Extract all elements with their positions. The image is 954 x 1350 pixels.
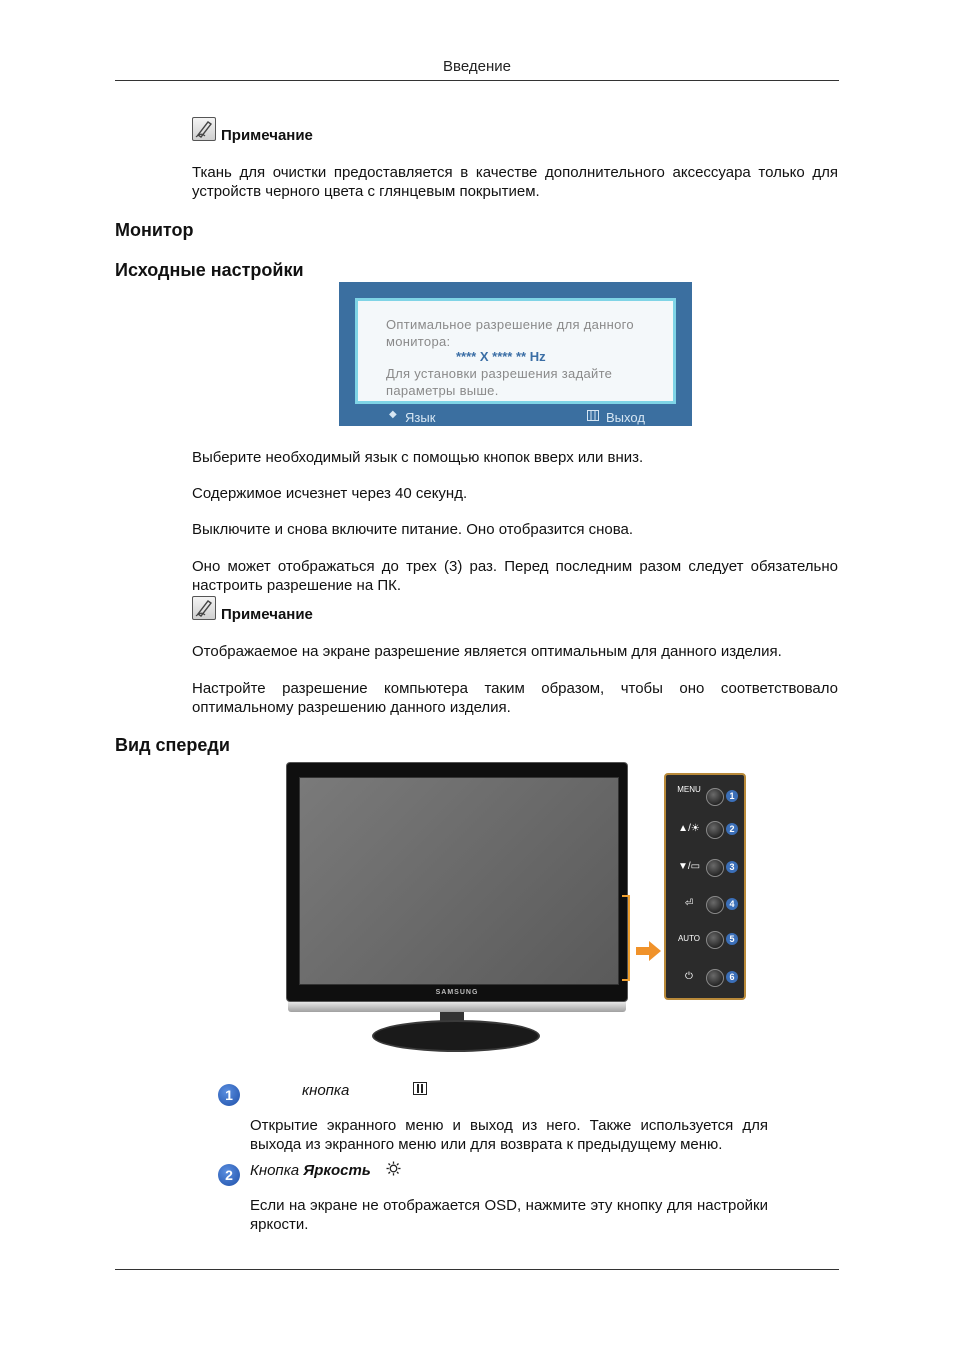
- up-down-arrow-icon: ◆: [389, 409, 397, 420]
- item-number-badge: 2: [218, 1164, 240, 1186]
- item-number-badge: 1: [218, 1084, 240, 1106]
- panel-button: [706, 821, 724, 839]
- arrow-right-icon: [649, 941, 661, 961]
- panel-button-label: ▼/▭: [677, 861, 701, 872]
- osd-line: Для установки разрешения задайте: [386, 366, 613, 381]
- monitor-screen: [299, 777, 619, 985]
- menu-icon: [587, 409, 599, 424]
- item-title: [250, 1161, 371, 1180]
- note-icon: [192, 117, 216, 141]
- osd-resolution: **** X **** ** Hz: [456, 349, 546, 364]
- panel-button-number: 5: [726, 933, 738, 945]
- panel-button-number: 1: [726, 790, 738, 802]
- panel-button-number: 6: [726, 971, 738, 983]
- panel-button-label: ▲/☀: [678, 823, 700, 834]
- monitor-stand-base: [372, 1020, 540, 1052]
- note-text: Отображаемое на экране разрешение является оптимальным для данного изделия.: [192, 643, 782, 660]
- note-text: Настройте разрешение компьютера таким образом, чтобы оно соответствовало оптимальному разрешению данного изделия.: [192, 680, 838, 716]
- panel-button-label: ⏎: [684, 898, 694, 909]
- arrow-right-icon: [636, 947, 650, 955]
- monitor-bezel-bottom: [288, 1002, 626, 1012]
- header-rule: [115, 80, 839, 81]
- sun-icon: [386, 1161, 401, 1181]
- panel-button-label: AUTO: [677, 934, 701, 943]
- note-label: Примечание: [221, 606, 313, 623]
- button-area-highlight: [622, 895, 630, 981]
- section-heading-front-view: Вид спереди: [115, 735, 230, 755]
- item-title-bold: Яркость: [303, 1162, 371, 1179]
- monitor-front-illustration: [286, 762, 628, 1002]
- item-title-prefix: Кнопка: [250, 1162, 300, 1179]
- osd-footer-language: Язык: [405, 410, 436, 425]
- paragraph: Оно может отображаться до трех (3) раз. Перед последним разом следует обязательно настроить разрешение на ПК.: [192, 558, 838, 594]
- panel-button-number: 4: [726, 898, 738, 910]
- menu-icon: [413, 1082, 427, 1095]
- panel-button-number: 3: [726, 861, 738, 873]
- note-label: Примечание: [221, 127, 313, 144]
- footer-rule: [115, 1269, 839, 1270]
- section-heading-initial-settings: Исходные настройки: [115, 260, 304, 280]
- osd-footer-exit: Выход: [606, 410, 645, 425]
- osd-line: Оптимальное разрешение для данного: [386, 317, 634, 332]
- page-header: Введение: [443, 58, 511, 75]
- panel-button: [706, 969, 724, 987]
- note-text: Ткань для очистки предоставляется в качестве дополнительного аксессуара только для устройств черного цвета с глянцевым покрытием.: [192, 164, 838, 200]
- section-heading-monitor: Монитор: [115, 220, 194, 240]
- panel-button-number: 2: [726, 823, 738, 835]
- item-description: Открытие экранного меню и выход из него. Также используется для выхода из экранного меню или для возврата к предыдущему меню.: [250, 1117, 768, 1153]
- panel-button-label: MENU: [677, 785, 701, 794]
- panel-button-label: ⏻: [685, 971, 693, 982]
- osd-message-figure: [339, 282, 692, 426]
- item-description: Если на экране не отображается OSD, нажмите эту кнопку для настройки яркости.: [250, 1197, 768, 1233]
- panel-button: [706, 931, 724, 949]
- paragraph: Выключите и снова включите питание. Оно отобразится снова.: [192, 521, 634, 538]
- osd-line: параметры выше.: [386, 383, 499, 398]
- item-title: кнопка: [302, 1082, 350, 1099]
- paragraph: Выберите необходимый язык с помощью кнопок вверх или вниз.: [192, 449, 644, 466]
- paragraph: Содержимое исчезнет через 40 секунд.: [192, 485, 468, 502]
- panel-button: [706, 896, 724, 914]
- control-panel-closeup: [664, 773, 746, 1000]
- osd-line: монитора:: [386, 334, 451, 349]
- monitor-logo: SAMSUNG: [435, 989, 479, 996]
- osd-message-box: [355, 298, 676, 404]
- panel-button: [706, 788, 724, 806]
- panel-button: [706, 859, 724, 877]
- note-icon: [192, 596, 216, 620]
